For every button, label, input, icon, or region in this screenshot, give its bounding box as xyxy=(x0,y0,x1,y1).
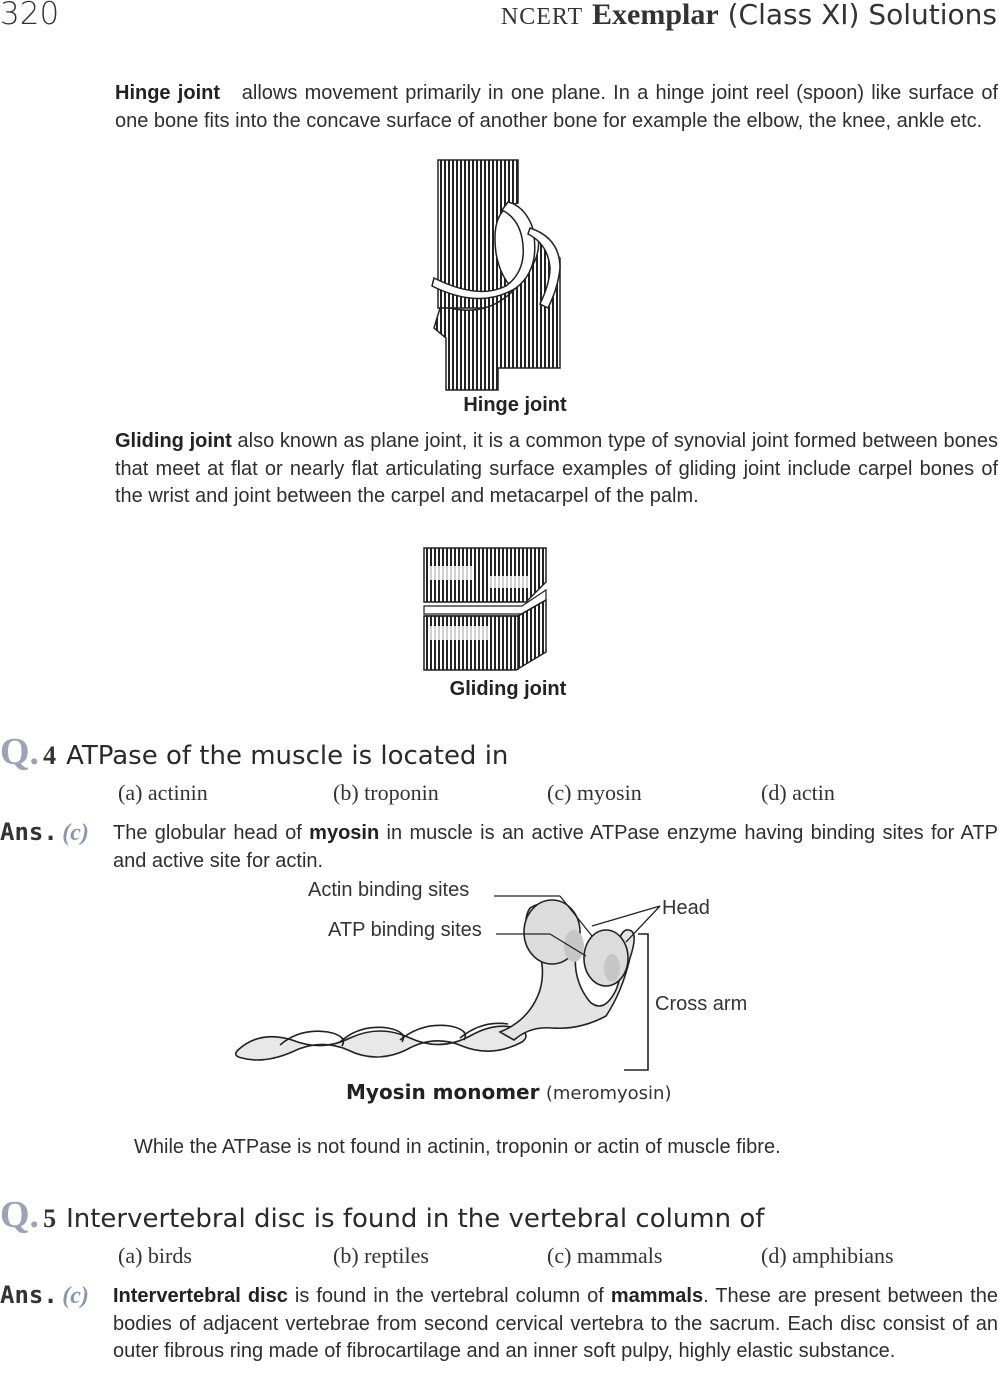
question-mark: Q. xyxy=(0,731,40,773)
q4-option-b: (b) troponin xyxy=(333,780,439,805)
gliding-joint-figure xyxy=(418,544,552,674)
q5-option-c: (c) mammals xyxy=(547,1243,663,1268)
q5-answer-mid: is found in the vertebral column of xyxy=(294,1285,604,1307)
header-prefix: NCERT xyxy=(500,4,584,30)
hinge-caption: Hinge joint xyxy=(463,394,567,416)
label-atp-binding: ATP binding sites xyxy=(328,919,482,941)
gliding-paragraph xyxy=(115,428,998,511)
q5-option-b: (b) reptiles xyxy=(333,1243,429,1268)
q4-answer-pre: The globular head of xyxy=(113,822,302,844)
answer-label: Ans. xyxy=(0,1281,58,1309)
q4-answer-term: myosin xyxy=(309,822,380,844)
page-number: 320 xyxy=(0,0,60,32)
question-5 xyxy=(0,1193,764,1237)
answer-option: (c) xyxy=(62,820,89,846)
question-number: 5 xyxy=(43,1204,57,1233)
q4-note: While the ATPase is not found in actinin, troponin or actin of muscle fibre. xyxy=(134,1136,781,1158)
myosin-caption-bold: Myosin monomer xyxy=(346,1080,540,1104)
q5-answer-label xyxy=(0,1281,89,1310)
hinge-text: allows movement primarily in one plane. In a hinge joint reel (spoon) like surface of one bone fits into the concave surface of another bone for example the elbow, the knee, ankle etc. xyxy=(115,82,999,132)
gliding-term: Gliding joint xyxy=(115,430,232,452)
gliding-text: also known as plane joint, it is a common type of synovial joint formed between bones that meet at flat or nearly flat articulating surface examples of gliding joint include carpel bones of the wrist and joint between the carpel and metacarpel of the palm. xyxy=(115,430,998,507)
q4-option-a: (a) actinin xyxy=(118,780,208,805)
question-text: ATPase of the muscle is located in xyxy=(66,741,509,771)
q5-answer-text xyxy=(113,1283,998,1366)
q5-option-d: (d) amphibians xyxy=(761,1243,894,1268)
hinge-joint-figure xyxy=(420,158,580,394)
question-number: 4 xyxy=(43,741,57,770)
q4-option-c: (c) myosin xyxy=(547,780,642,805)
q4-option-d: (d) actin xyxy=(761,780,835,805)
question-4 xyxy=(0,730,508,774)
label-actin-binding: Actin binding sites xyxy=(308,879,470,901)
hinge-paragraph xyxy=(115,80,998,135)
q5-answer-post: . These are present between the bodies of adjacent vertebrae from second cervical vertebra to the sacrum. Each disc consist of an outer fibrous ring made of fibrocartilage and an inner soft pulpy, highly elastic substance. xyxy=(113,1285,998,1362)
q4-answer-text xyxy=(113,820,998,875)
q5-option-a: (a) birds xyxy=(118,1243,192,1268)
question-mark: Q. xyxy=(0,1194,40,1236)
q5-answer-term1: Intervertebral disc xyxy=(113,1285,288,1307)
running-header xyxy=(501,0,997,32)
answer-option: (c) xyxy=(62,1283,89,1309)
hinge-term: Hinge joint xyxy=(115,82,221,104)
myosin-caption-rest: (meromyosin) xyxy=(545,1083,672,1104)
myosin-caption xyxy=(346,1080,672,1104)
question-text: Intervertebral disc is found in the vertebral column of xyxy=(66,1204,765,1234)
answer-label: Ans. xyxy=(0,818,58,846)
header-bold: Exemplar xyxy=(592,0,719,31)
label-cross-arm: Cross arm xyxy=(655,993,748,1015)
q4-answer-post: in muscle is an active ATPase enzyme having binding sites for ATP and active site for actin. xyxy=(113,822,998,872)
header-suffix: (Class XI) Solutions xyxy=(727,0,997,31)
label-head: Head xyxy=(662,897,710,919)
gliding-caption: Gliding joint xyxy=(449,678,567,700)
q5-answer-term2: mammals xyxy=(610,1285,704,1307)
q4-answer-label xyxy=(0,818,89,847)
